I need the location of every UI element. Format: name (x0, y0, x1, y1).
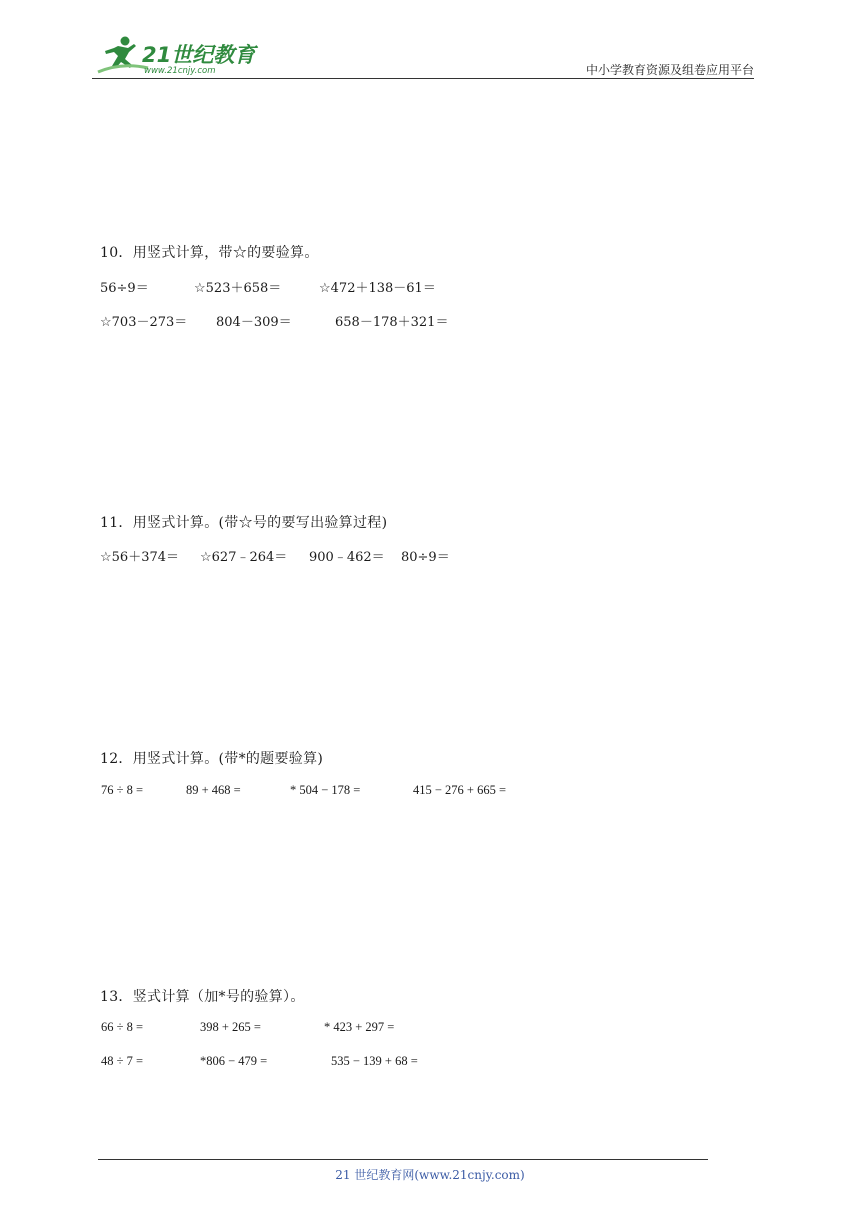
question-13-expr: 535 − 139 + 68 = (331, 1054, 418, 1068)
question-12-expr: * 504 − 178 = (290, 783, 361, 797)
question-13-expr: * 423 + 297 = (324, 1020, 395, 1034)
question-10-expr: 804－309＝ (216, 315, 292, 330)
question-10-expr: ☆472＋138－61＝ (319, 281, 436, 296)
question-12-title: 12．用竖式计算。(带*的题要验算) (100, 751, 324, 767)
question-12-expr: 76 ÷ 8 = (101, 783, 144, 797)
header-divider (92, 78, 754, 79)
question-10-expr: 658－178＋321＝ (335, 315, 449, 330)
footer-link[interactable]: 21 世纪教育网(www.21cnjy.com) (335, 1168, 525, 1182)
question-10-expr: ☆703－273＝ (100, 315, 188, 330)
question-13-title: 13．竖式计算（加*号的验算）。 (100, 989, 305, 1005)
question-11-title: 11．用竖式计算。(带☆号的要写出验算过程) (100, 515, 388, 531)
question-12-expr: 89 + 468 = (186, 783, 241, 797)
question-10-title: 10．用竖式计算，带☆的要验算。 (100, 245, 319, 261)
question-11-expr: 900﹣462＝ (309, 550, 385, 565)
platform-name: 中小学教育资源及组卷应用平台 (585, 63, 754, 77)
question-10-expr: 56÷9＝ (100, 281, 149, 296)
question-13-expr: 398 + 265 = (200, 1020, 261, 1034)
site-logo (92, 32, 262, 80)
question-13-expr: 48 ÷ 7 = (101, 1054, 144, 1068)
question-12-expr: 415 − 276 + 665 = (413, 783, 507, 797)
footer-divider (98, 1159, 708, 1160)
question-11-expr: ☆56＋374＝ (100, 550, 180, 565)
question-10-expr: ☆523＋658＝ (194, 281, 282, 296)
question-13-expr: *806 − 479 = (200, 1054, 268, 1068)
question-13-expr: 66 ÷ 8 = (101, 1020, 144, 1034)
question-11-expr: ☆627﹣264＝ (200, 550, 288, 565)
logo-text: 21世纪教育 (142, 43, 256, 67)
question-11-expr: 80÷9＝ (401, 550, 450, 565)
logo-url: www.21cnjy.com (144, 66, 216, 76)
runner-icon (98, 37, 148, 73)
